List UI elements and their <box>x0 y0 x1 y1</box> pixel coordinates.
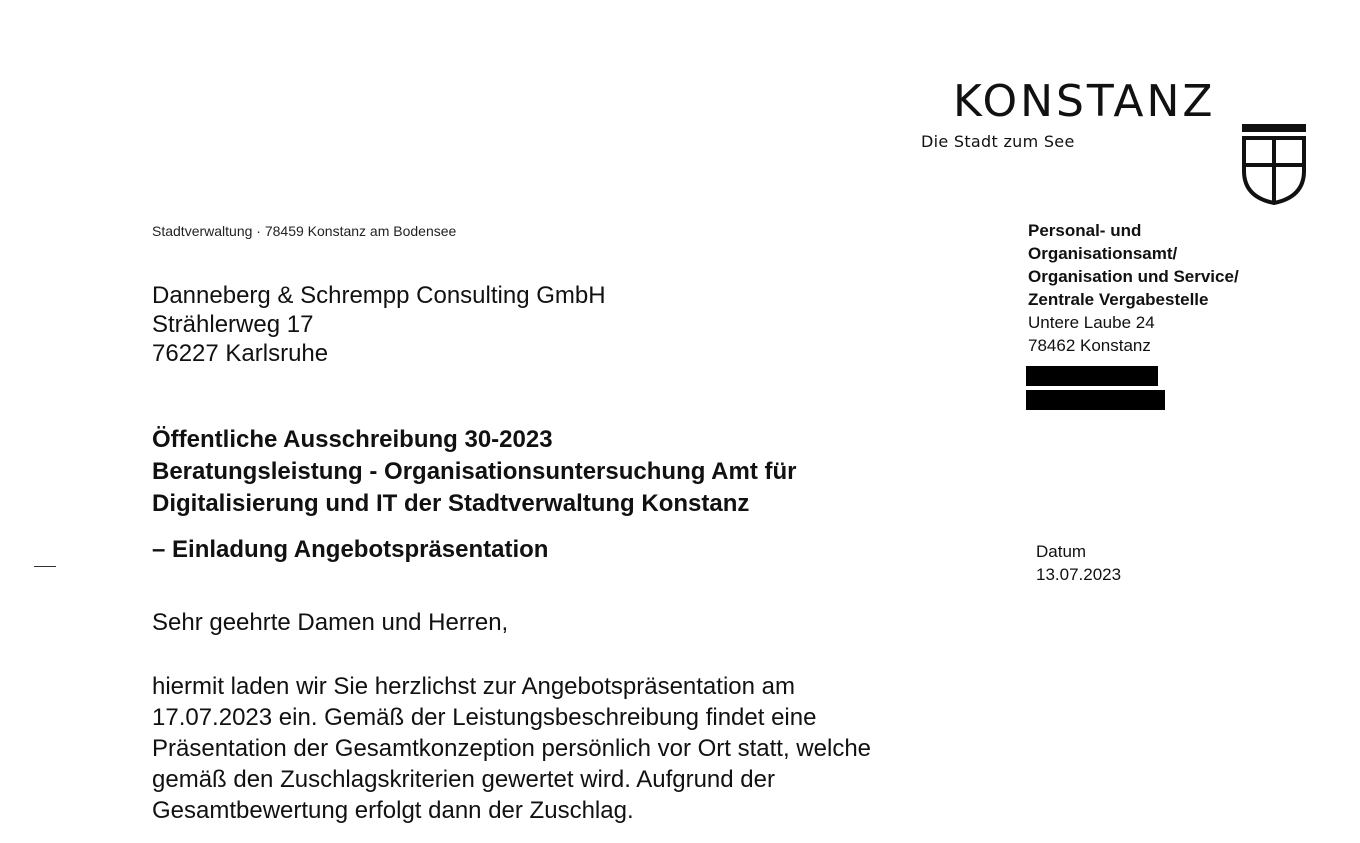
date-value: 13.07.2023 <box>1036 565 1122 584</box>
fold-mark <box>34 566 56 567</box>
body-line: hiermit laden wir Sie herzlichst zur Angebotspräsentation am <box>152 673 795 700</box>
letter-subject <box>152 424 796 520</box>
subject-subline: – Einladung Angebotspräsentation <box>152 536 549 563</box>
department-block <box>1028 219 1239 357</box>
body-line: gemäß den Zuschlagskriterien gewertet wird. Aufgrund der <box>152 766 775 793</box>
recipient-line: Danneberg & Schrempp Consulting GmbH <box>152 282 606 309</box>
recipient-address <box>152 281 606 368</box>
subject-line: Digitalisierung und IT der Stadtverwaltung Konstanz <box>152 490 750 517</box>
department-address-line: 78462 Konstanz <box>1028 336 1151 355</box>
date-block <box>1036 540 1121 586</box>
sender-return-address: Stadtverwaltung · 78459 Konstanz am Bodensee <box>152 223 457 239</box>
date-label: Datum <box>1036 542 1087 561</box>
recipient-line: 76227 Karlsruhe <box>152 340 329 367</box>
department-name-line: Personal- und <box>1028 221 1142 240</box>
department-address-line: Untere Laube 24 <box>1028 313 1155 332</box>
city-tagline: Die Stadt zum See <box>921 132 1075 151</box>
letter-body <box>152 671 871 826</box>
recipient-line: Strählerweg 17 <box>152 311 314 338</box>
redaction-bar <box>1026 390 1165 410</box>
body-line: 17.07.2023 ein. Gemäß der Leistungsbeschreibung findet eine <box>152 704 817 731</box>
subject-line: Öffentliche Ausschreibung 30-2023 <box>152 426 553 453</box>
department-name-line: Zentrale Vergabestelle <box>1028 290 1209 309</box>
department-name-line: Organisation und Service/ <box>1028 267 1239 286</box>
salutation: Sehr geehrte Damen und Herren, <box>152 609 509 636</box>
redaction-bar <box>1026 366 1158 386</box>
city-wordmark: KONSTANZ <box>953 76 1216 127</box>
subject-line: Beratungsleistung - Organisationsuntersuchung Amt für <box>152 458 797 485</box>
body-line: Präsentation der Gesamtkonzeption persönlich vor Ort statt, welche <box>152 735 872 762</box>
city-shield-emblem-icon <box>1240 123 1308 205</box>
body-line: Gesamtbewertung erfolgt dann der Zuschlag. <box>152 797 634 824</box>
department-name-line: Organisationsamt/ <box>1028 244 1178 263</box>
